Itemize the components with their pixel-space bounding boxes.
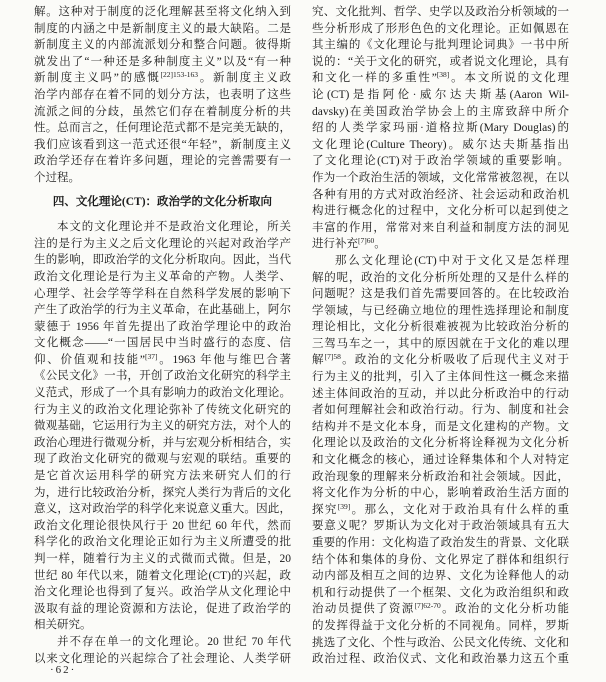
- text-line: 政治过程、政治仪式、文化和政治暴力这五个重: [312, 653, 569, 666]
- text-line: 就发出了“一种还是多种制度主义”以及“有一种: [34, 55, 291, 68]
- text-line: 问题呢？这是我们首先需要回答的。在比较政治: [312, 288, 569, 301]
- text-line: 本文的文化理论并不是政治文化理论，所关: [57, 221, 291, 234]
- text-line: 现了政治文化研究的微观与宏观的联结。重要的: [34, 453, 291, 466]
- text-line: 新制度主义的内部流派划分和整合问题。彼得斯: [34, 39, 291, 52]
- citation-superscript: [38]: [436, 70, 450, 80]
- right-text-column: [312, 4, 569, 668]
- text-line: 解的呢，政治的文化分析所处理的又是什么样的: [312, 271, 569, 284]
- text-line: 究、文化批判、哲学、史学以及政治分析领域的一: [312, 6, 569, 18]
- text-line: 文化理论(Culture Theory)。威尔达夫斯基指出: [312, 138, 569, 151]
- text-line: 丰富的作用，常常对来自利益和制度方法的洞见: [312, 221, 569, 234]
- text-line: 解。这种对于制度的泛化理解甚至将文化纳入到: [34, 6, 291, 18]
- text-line: 判一样，随着行为主义的式微而式微。但是，20: [34, 553, 291, 565]
- text-line: 些分析形成了形形色色的文化理论。正如佩恩在: [312, 22, 569, 35]
- text-line: 注的是行为主义之后文化理论的兴起对政治学产: [34, 237, 291, 250]
- text-line: 机和行动提供了一个框架、文化为政治组织和政: [312, 586, 569, 599]
- page-number: ·62·: [50, 664, 77, 676]
- text-line: 结个体和集体的身份、文化界定了群体和组织行: [312, 553, 569, 566]
- text-line: 行为主义的政治文化理论弥补了传统文化研究的: [34, 403, 291, 416]
- text-line: 行为主义的批判，引入了主体间性这一概念来描: [312, 371, 569, 384]
- text-line: 重要的作用：文化构造了政治发生的背景、文化联: [312, 537, 569, 549]
- text-line: 是它首次运用科学的研究方法来研究人们的行: [34, 470, 291, 483]
- text-line: 将文化作为分析的中心，影响着政治生活方面的: [312, 487, 569, 500]
- text-line: 那么文化理论(CT)中对于文化又是怎样理: [335, 254, 569, 267]
- text-line: 相关研究。: [34, 619, 92, 632]
- text-line: 以来文化理论的兴起综合了社会理论、人类学研: [34, 652, 291, 665]
- text-line: 政治现象的理解来分析政治和社会领域。因此，: [312, 470, 569, 483]
- left-text-column: [34, 4, 291, 668]
- text-line: 世纪 80 年代以来，随着文化理论(CT)的兴起，政: [34, 569, 291, 582]
- text-line: 了文化理论(CT)对于政治学领域的重要影响。: [312, 155, 569, 168]
- text-line: 的发挥得益于文化分析的不同视角。同样，罗斯: [312, 619, 569, 632]
- text-line: 政治学还存在着许多问题，理论的完善需要有一: [34, 155, 291, 168]
- text-line: 微观基础，它运用行为主义的研究方法，对个人的: [34, 420, 291, 433]
- text-line: 解$^{[7]58}$。政治的文化分析吸收了后现代主义对于: [312, 352, 569, 367]
- text-line: davsky)在美国政治学协会上的主席致辞中所介: [312, 105, 569, 118]
- text-line: 各种有用的方式对政治经济、社会运动和政治机: [312, 188, 569, 201]
- citation-superscript: [39]: [337, 501, 351, 511]
- text-line: 个过程。: [34, 171, 80, 184]
- text-line: 其主编的《文化理论与批判理论词典》一书中所: [312, 39, 569, 52]
- text-line: 产生了政治学的行为主义革命，在此基础上，阿尔: [34, 304, 291, 317]
- text-line: 为，进行比较政治分析，探究人类行为背后的文化: [34, 486, 291, 499]
- text-line: 和文化概念的核心，通过诠释集体和个人对特定: [312, 454, 569, 467]
- text-line: 性。总而言之，任何理论范式都不是完美无缺的，: [34, 122, 291, 135]
- text-line: 治动员提供了资源$^{[7]62-70}$。政治的文化分析功能: [312, 601, 569, 616]
- text-line: 新制度主义吗”的感慨$^{[22]153-163}$。新制度主义政: [34, 70, 291, 85]
- text-line: 化理论以及政治的文化分析将诠释视为文化分析: [312, 437, 569, 450]
- text-line: 心理学、社会学等学科在自然科学发展的影响下: [34, 287, 291, 300]
- text-line: 科学化的政治文化理论正如行为主义所遭受的批: [34, 536, 291, 549]
- text-line: 构进行概念化的过程中，文化分析可以起到使之: [312, 205, 569, 218]
- section-heading: 四、文化理论(CT)：政治学的文化分析取向: [52, 195, 273, 208]
- text-line: 绍的人类学家玛丽·道格拉斯(Mary Douglas)的: [312, 122, 569, 135]
- text-line: 者如何理解社会和政治行动。行为、制度和社会: [312, 404, 569, 417]
- text-line: 结构并不是文化本身，而是文化建构的产物。文: [312, 420, 569, 433]
- text-line: 并不存在单一的文化理论。20 世纪 70 年代: [57, 635, 291, 648]
- text-line: 要意义呢？罗斯认为文化对于政治领域具有五大: [312, 520, 569, 533]
- text-line: 治文化理论也得到了复兴。政治学从文化理论中: [34, 586, 291, 599]
- text-line: 学领域，与已经确立地位的理性选择理论和制度: [312, 304, 569, 317]
- text-line: 治学内部存在着不同的划分方法，也表明了这些: [34, 88, 291, 101]
- citation-superscript: [7]58: [324, 352, 341, 362]
- text-line: 理论相比，文化分析很难被视为比较政治分析的: [312, 321, 569, 334]
- citation-superscript: [7]62-70: [414, 601, 441, 611]
- text-line: 意义，这对政治学的科学化来说意义重大。因此，: [34, 503, 291, 516]
- text-line: 作为一个政治生活的领域，文化常常被忽视，在以: [312, 171, 569, 184]
- text-line: 生的影响，即政治学的文化分析取向。因此，当代: [34, 254, 291, 267]
- text-line: 动内部及相互之间的边界、文化为诠释他人的动: [312, 570, 569, 583]
- text-line: 义范式，形成了一个具有影响力的政治文化理论。: [34, 387, 291, 400]
- text-line: 文化概念——“一国居民中当时盛行的态度、信: [34, 337, 291, 350]
- text-line: 政治文化理论很快风行于 20 世纪 60 年代，然而: [34, 519, 291, 532]
- text-line: 进行补充$^{[7]60}$。: [312, 236, 386, 251]
- text-line: 仰、价值观和技能”[37]。1963 年他与维巴合著: [34, 351, 291, 366]
- text-line: 政治心理进行微观分析，并与宏观分析相结合，实: [34, 436, 291, 449]
- citation-superscript: [7]60: [358, 236, 375, 246]
- text-line: 探究[39]。那么，文化对于政治具有什么样的重: [312, 501, 569, 516]
- text-line: 我们应该看到这一范式还很“年轻”，新制度主义: [34, 138, 291, 151]
- text-line: 和文化一样的多重性”[38]。本文所说的文化理: [312, 70, 569, 85]
- text-line: 蒙德于 1956 年首先提出了政治学理论中的政治: [34, 320, 291, 333]
- text-line: 政治文化理论是行为主义革命的产物。人类学、: [34, 270, 291, 283]
- citation-superscript: [22]153-163: [160, 70, 198, 80]
- text-line: 述主体间政治的互动，并以此分析政治中的行动: [312, 387, 569, 400]
- text-line: 挑选了文化、个性与政治、公民文化传统、文化和: [312, 636, 569, 649]
- text-line: 说的：“关于文化的研究，或者说文化理论，具有: [312, 55, 569, 68]
- text-line: 流派之间的分歧，虽然它们存在着制度分析的共: [34, 105, 291, 118]
- citation-superscript: [37]: [145, 351, 158, 361]
- text-line: 论(CT)是指阿伦·威尔达夫斯基(Aaron Wil-: [312, 88, 569, 101]
- text-line: 制度的内涵之中是新制度主义的最大缺陷。二是: [34, 22, 291, 35]
- text-line: 汲取有益的理论资源和方法论，促进了政治学的: [34, 602, 291, 615]
- text-line: 《公民文化》一书，开创了政治文化研究的科学主: [34, 370, 291, 383]
- text-line: 三驾马车之一，其中的原因就在于文化的难以理: [312, 337, 569, 350]
